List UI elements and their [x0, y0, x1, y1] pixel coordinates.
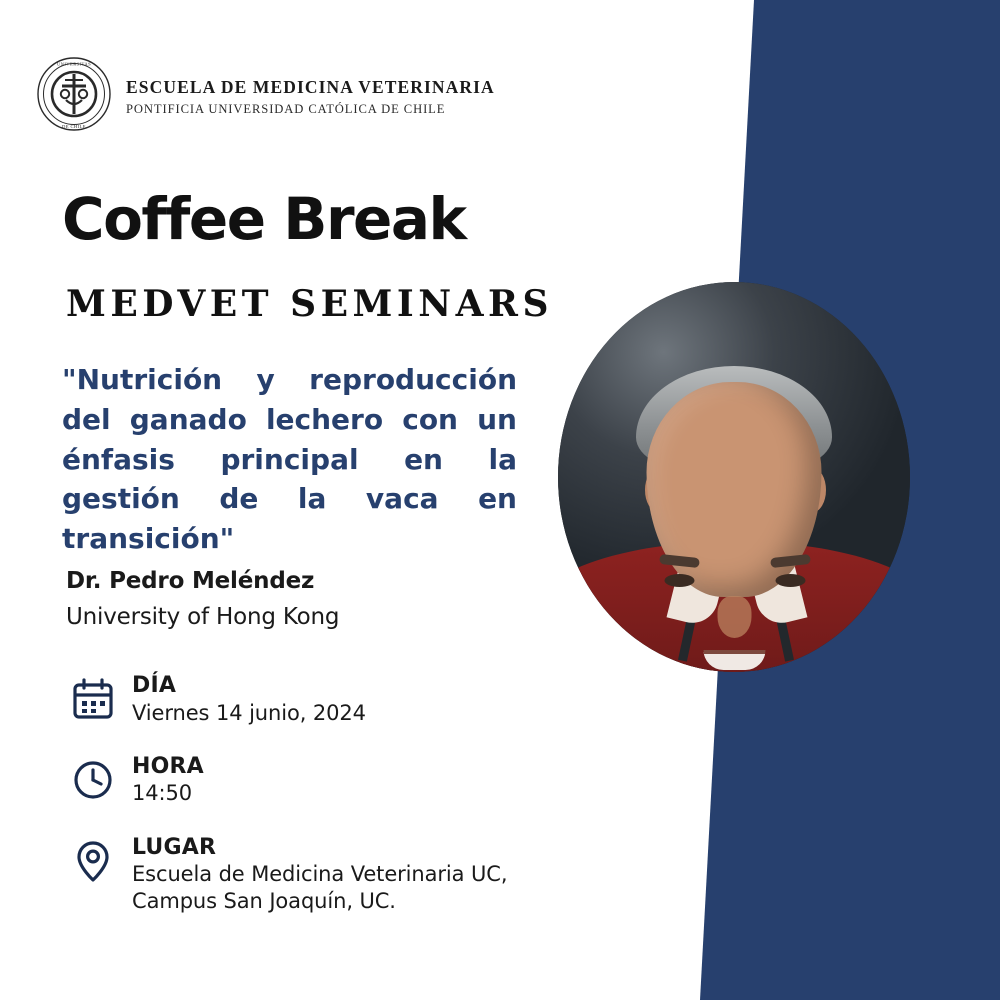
- speaker-name: Dr. Pedro Meléndez: [66, 568, 315, 594]
- event-type-heading: Coffee Break: [62, 185, 466, 253]
- detail-label-time: HORA: [132, 753, 204, 779]
- org-line-secondary: PONTIFICIA UNIVERSIDAD CATÓLICA DE CHILE: [126, 101, 446, 116]
- event-details: [70, 672, 590, 942]
- detail-label-place: LUGAR: [132, 834, 217, 860]
- clock-icon: [70, 753, 132, 803]
- detail-value-day: Viernes 14 junio, 2024: [132, 700, 366, 725]
- detail-text-day: [132, 672, 366, 727]
- detail-row-day: [70, 672, 590, 727]
- university-crest-icon: [36, 56, 112, 132]
- calendar-icon: [70, 672, 132, 722]
- speaker-affiliation: University of Hong Kong: [66, 604, 340, 630]
- detail-text-place: [132, 834, 590, 916]
- detail-value-place: Escuela de Medicina Veterinaria UC, Campus San Joaquín, UC.: [132, 862, 508, 914]
- svg-text:UNIVERSITAS: UNIVERSITAS: [56, 61, 92, 67]
- organization-name: [126, 71, 495, 117]
- svg-text:DE CHILE: DE CHILE: [62, 124, 86, 129]
- detail-row-time: [70, 753, 590, 808]
- detail-label-day: DÍA: [132, 673, 177, 698]
- talk-title: "Nutrición y reproducción del ganado lechero con un énfasis principal en la gestión de la vaca en transición": [62, 363, 517, 555]
- location-pin-icon: [70, 834, 132, 884]
- detail-row-place: [70, 834, 590, 916]
- portrait-face: [647, 382, 822, 597]
- speaker-portrait: [558, 282, 910, 672]
- detail-text-time: [132, 753, 204, 808]
- portrait-nose: [717, 596, 751, 638]
- brand-header: [36, 56, 495, 132]
- portrait-eye-left: [776, 574, 806, 587]
- detail-value-time: 14:50: [132, 781, 193, 806]
- portrait-eye-right: [665, 574, 695, 587]
- series-heading: MEDVET SEMINARS: [66, 283, 553, 325]
- org-line-primary: ESCUELA DE MEDICINA VETERINARIA: [126, 76, 495, 97]
